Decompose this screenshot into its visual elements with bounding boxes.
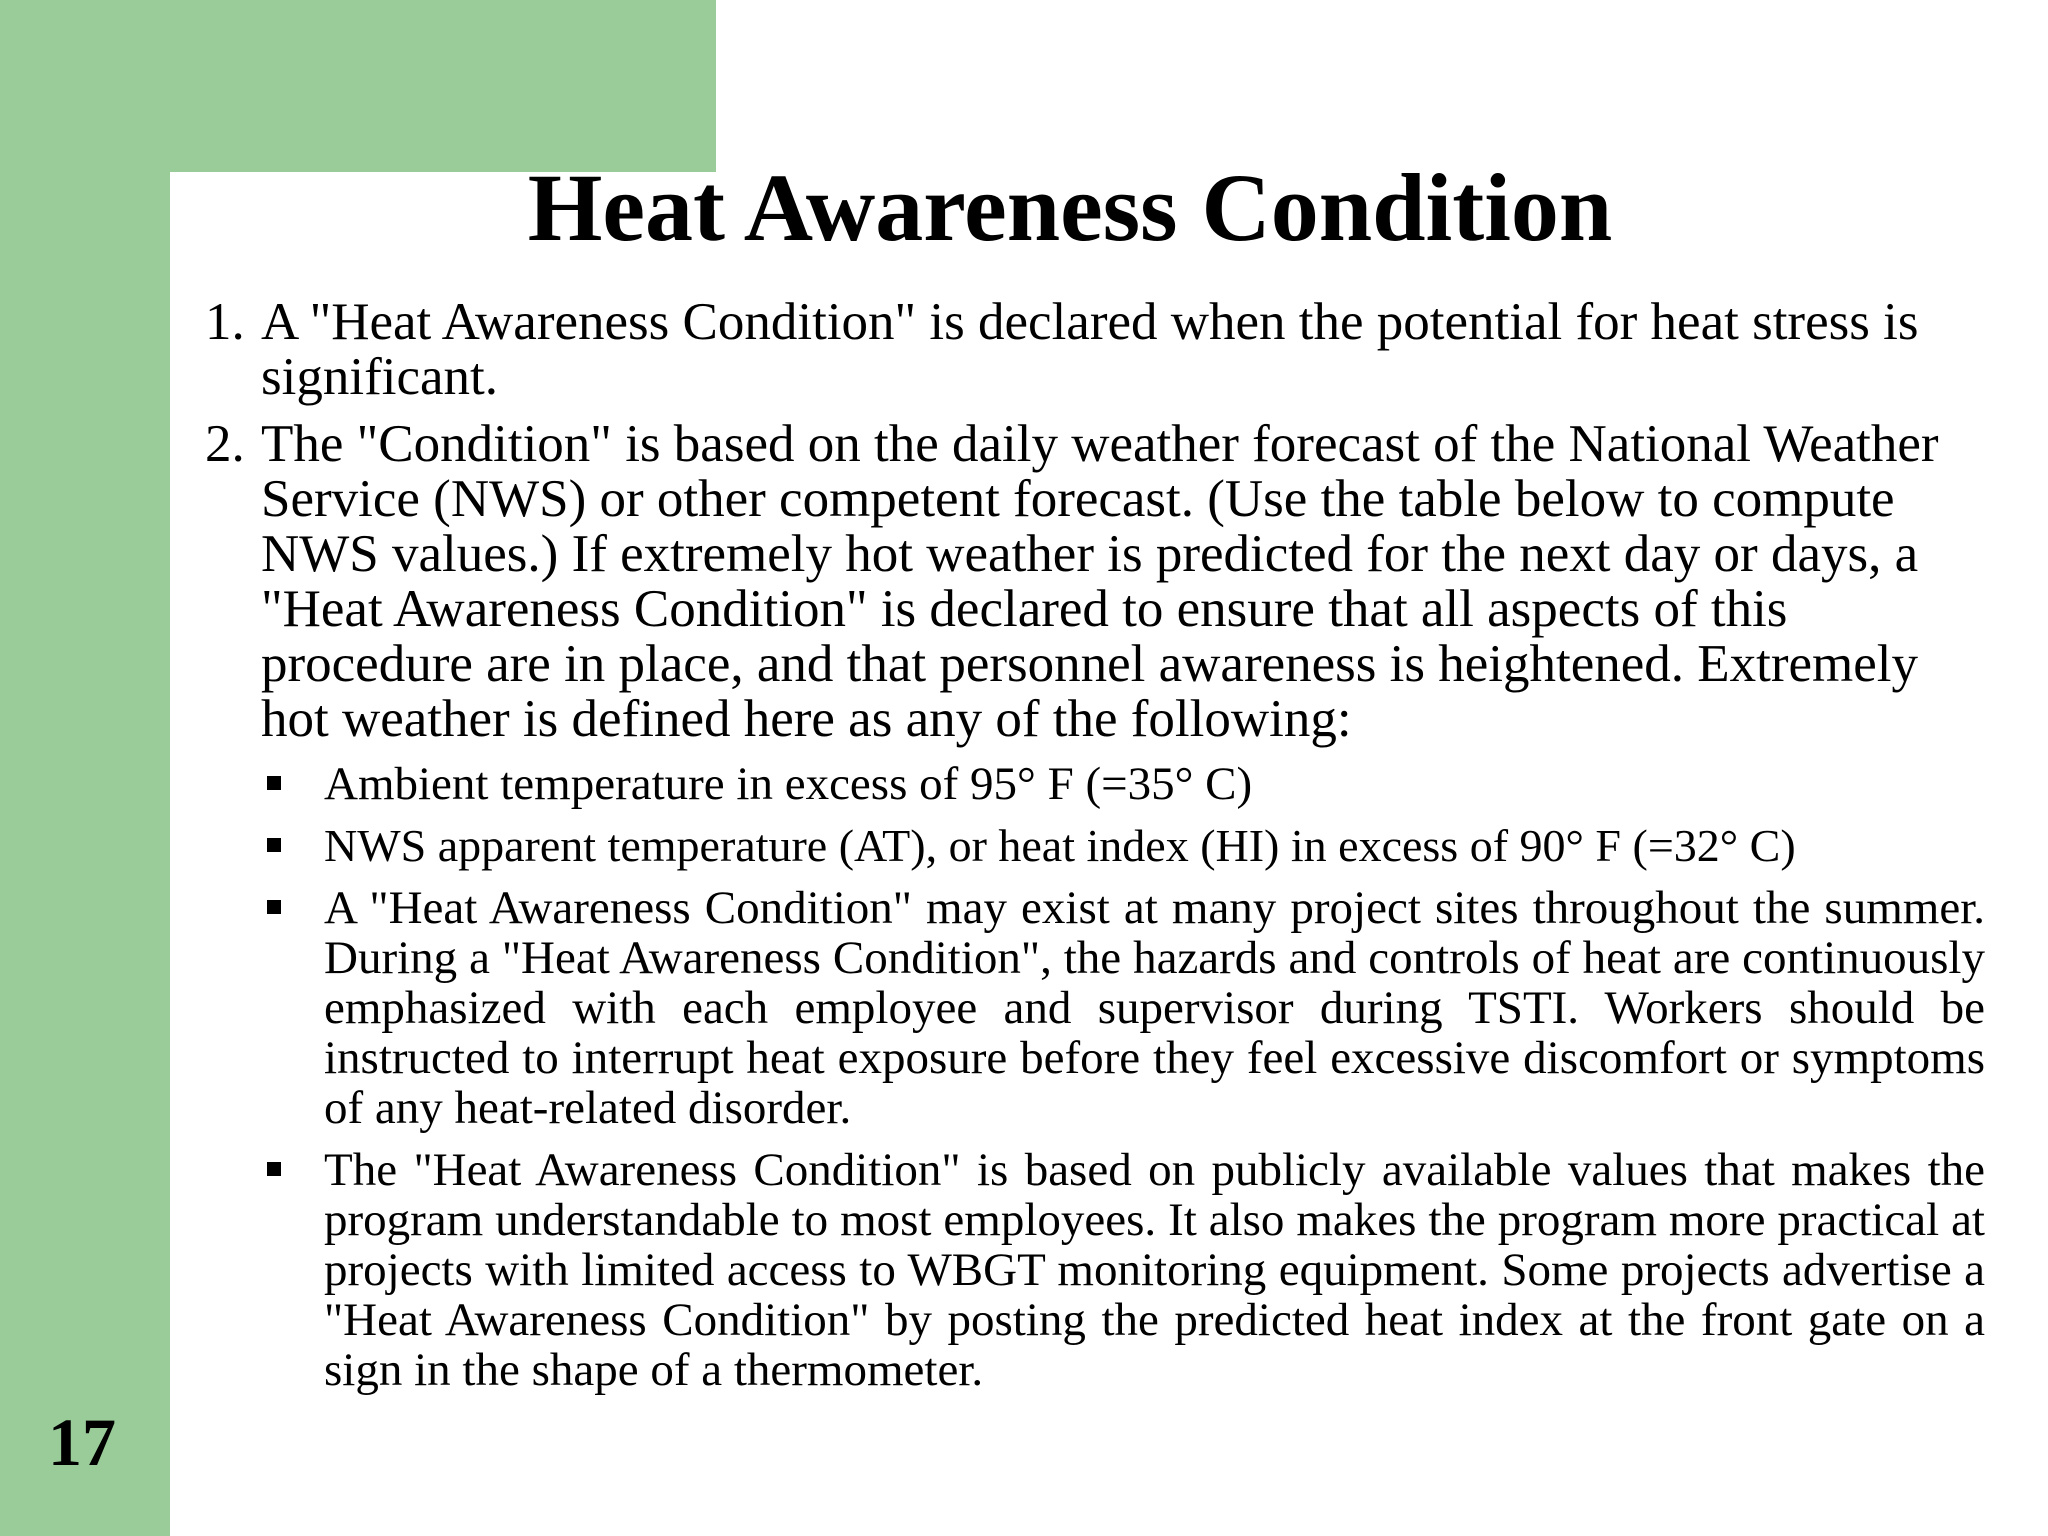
square-bullet-icon xyxy=(261,883,324,1133)
slide-top-band xyxy=(0,0,716,172)
bullet-item xyxy=(261,883,1985,1133)
slide-side-band xyxy=(0,0,170,1536)
item-number: 2. xyxy=(205,415,245,473)
item-text: The "Condition" is based on the daily weather forecast of the National Weather Service (NWS) or other competent forecast. (Use the table below to compute NWS values.) If extremely hot weather is predicted for the next day or days, a "Heat Awareness Condition" is declared to ensure that all aspects of this procedure are in place, and that personnel awareness is heightened. Extremely hot weather is defined here as any of the following: xyxy=(261,415,1939,748)
bullet-item xyxy=(261,759,1985,809)
slide-body xyxy=(205,295,1985,1407)
square-bullet-icon xyxy=(261,759,324,809)
bullet-item xyxy=(261,821,1985,871)
bullet-text: NWS apparent temperature (AT), or heat index (HI) in excess of 90° F (=32° C) xyxy=(324,820,1796,871)
bullet-list xyxy=(261,759,1985,1395)
bullet-text: The "Heat Awareness Condition" is based on publicly available values that makes the program understandable to most employees. It also makes the program more practical at projects with limited access to WBGT monitoring equipment. Some projects advertise a "Heat Awareness Condition" by posting the predicted heat index at the front gate on a sign in the shape of a thermometer. xyxy=(324,1144,1985,1396)
numbered-item-1 xyxy=(205,295,1985,405)
square-bullet-icon xyxy=(261,1145,324,1395)
item-text: A "Heat Awareness Condition" is declared when the potential for heat stress is significant. xyxy=(261,293,1919,406)
slide-title: Heat Awareness Condition xyxy=(527,154,1613,261)
square-bullet-icon xyxy=(261,821,324,871)
bullet-text: Ambient temperature in excess of 95° F (=35° C) xyxy=(324,758,1253,810)
bullet-text: A "Heat Awareness Condition" may exist at many project sites throughout the summer. During a "Heat Awareness Condition", the hazards and controls of heat are continuously emphasized with each employee and supervisor during TSTI. Workers should be instructed to interrupt heat exposure before they feel excessive discomfort or symptoms of any heat-related disorder. xyxy=(324,882,1985,1134)
slide-number: 17 xyxy=(48,1404,116,1480)
bullet-item xyxy=(261,1145,1985,1395)
numbered-item-2 xyxy=(205,417,1985,747)
item-number: 1. xyxy=(205,293,245,351)
